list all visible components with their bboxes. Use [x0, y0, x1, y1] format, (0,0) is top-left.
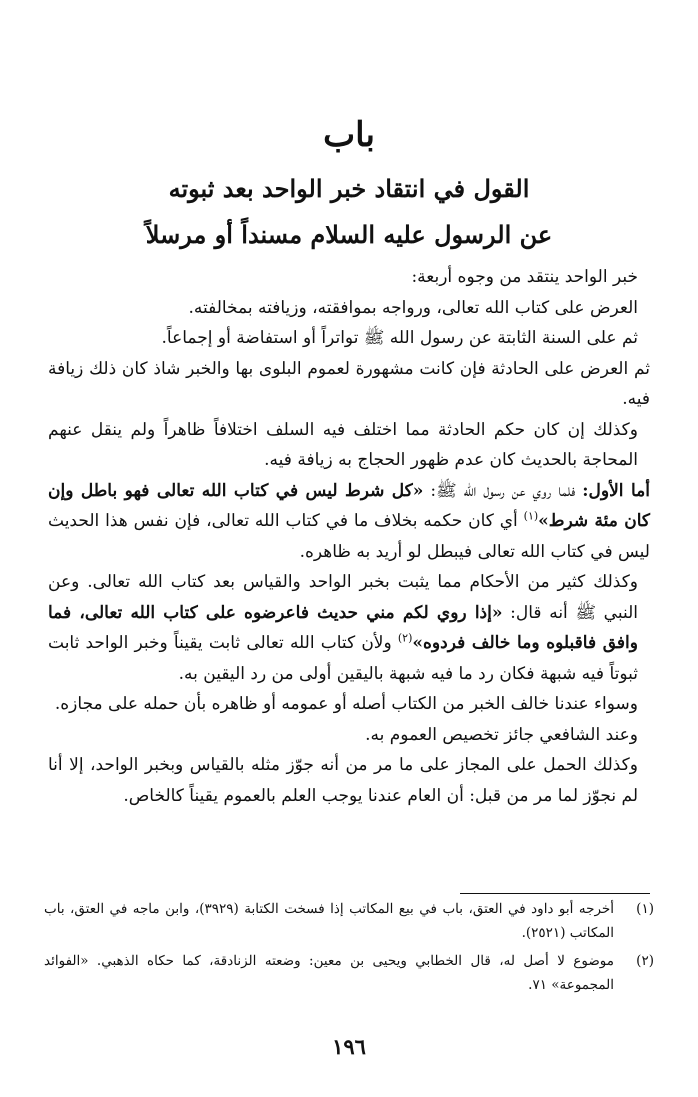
second-hadith-text-b: ولأن كتاب الله تعالى ثابت يقيناً وخبر الواحد ثابت ثبوتاً فيه شبهة فكان رد ما فيه شبهة باليقين أولى من رد اليقين به.: [48, 633, 638, 684]
hadith-quote-condition: «كل شرط ليس في كتاب الله تعالى فهو باطل وإن كان مئة شرط»: [48, 480, 651, 531]
footnote-text: أخرجه أبو داود في العتق، باب في بيع المكاتب إذا فسخت الكتابة (٣٩٢٩)، وابن ماجه في العتق، باب المكاتب (٢٥٢١).: [44, 901, 614, 941]
first-point-label: أما الأول:: [582, 480, 650, 501]
page-number: ١٩٦: [332, 1034, 366, 1059]
footnote-item: [44, 950, 654, 997]
chapter-heading: باب: [323, 115, 375, 155]
second-hadith-text-a: وكذلك كثير من الأحكام مما يثبت بخبر الواحد والقياس بعد كتاب الله تعالى. وعن النبي ﷺ أنه قال:: [48, 572, 638, 623]
footnote-number: (١): [636, 901, 654, 917]
footnote-item: [44, 898, 654, 945]
paragraph-criterion-quran: العرض على كتاب الله تعالى، ورواجه بموافقته، وزيافته بمخالفته.: [188, 297, 638, 318]
paragraph-criterion-event: ثم العرض على الحادثة فإن كانت مشهورة لعموم البلوى بها والخبر شاذ كان ذلك زيافة فيه.: [48, 358, 650, 409]
paragraph-second-hadith: [48, 567, 650, 689]
paragraph-metaphor: وكذلك الحمل على المجاز على ما مر من أنه جوّز مثله بالقياس وبخبر الواحد، إلا أنا لم نجوّز لما مر من قبل: أن العام عندنا يوجب العلم بالعموم يقيناً كالخاص.: [48, 755, 638, 806]
first-point-text-b: أي كان حكمه بخلاف ما في كتاب الله تعالى، فإن نفس هذا الحديث ليس في كتاب الله تعالى فيبطل لو أريد به ظاهره.: [48, 511, 650, 562]
body-text: [48, 262, 650, 811]
paragraph-first-point: [48, 476, 650, 568]
chapter-title-line-2: عن الرسول عليه السلام مسنداً أو مرسلاً: [145, 220, 553, 249]
first-point-text-a: فلما روي عن رسول الله ﷺ:: [423, 480, 583, 501]
paragraph-equal-contradiction: وسواء عندنا خالف الخبر من الكتاب أصله أو عمومه أو ظاهره بأن حمله على مجازه.: [54, 694, 638, 714]
footnotes: [44, 898, 654, 1002]
paragraph-intro: خبر الواحد ينتقد من وجوه أربعة:: [411, 267, 638, 287]
paragraph-shafii: وعند الشافعي جائز تخصيص العموم به.: [365, 724, 638, 745]
chapter-title-line-1: القول في انتقاد خبر الواحد بعد ثبوته: [168, 174, 530, 203]
footnote-divider: [460, 893, 650, 894]
paragraph-disagreement: وكذلك إن كان حكم الحادثة مما اختلف فيه السلف اختلافاً ظاهراً ولم ينقل عنهم المحاجة بالحديث كان عدم ظهور الحجاج به زيافة فيه.: [48, 419, 638, 470]
footnote-ref-2[interactable]: (٢): [397, 631, 413, 645]
hadith-quote-present: «إذا روي لكم مني حديث فاعرضوه على كتاب الله تعالى، فما وافق فاقبلوه وما خالف فردوه»: [48, 602, 638, 653]
paragraph-criterion-sunnah: ثم على السنة الثابتة عن رسول الله ﷺ تواتراً أو استفاضة أو إجماعاً.: [161, 328, 638, 348]
footnote-number: (٢): [636, 953, 654, 969]
footnote-text: موضوع لا أصل له، قال الخطابي ويحيى بن معين: وضعته الزنادقة، كما حكاه الذهبي. «الفوائد المجموعة» ٧١.: [44, 953, 614, 993]
footnote-ref-1[interactable]: (١): [523, 509, 539, 523]
